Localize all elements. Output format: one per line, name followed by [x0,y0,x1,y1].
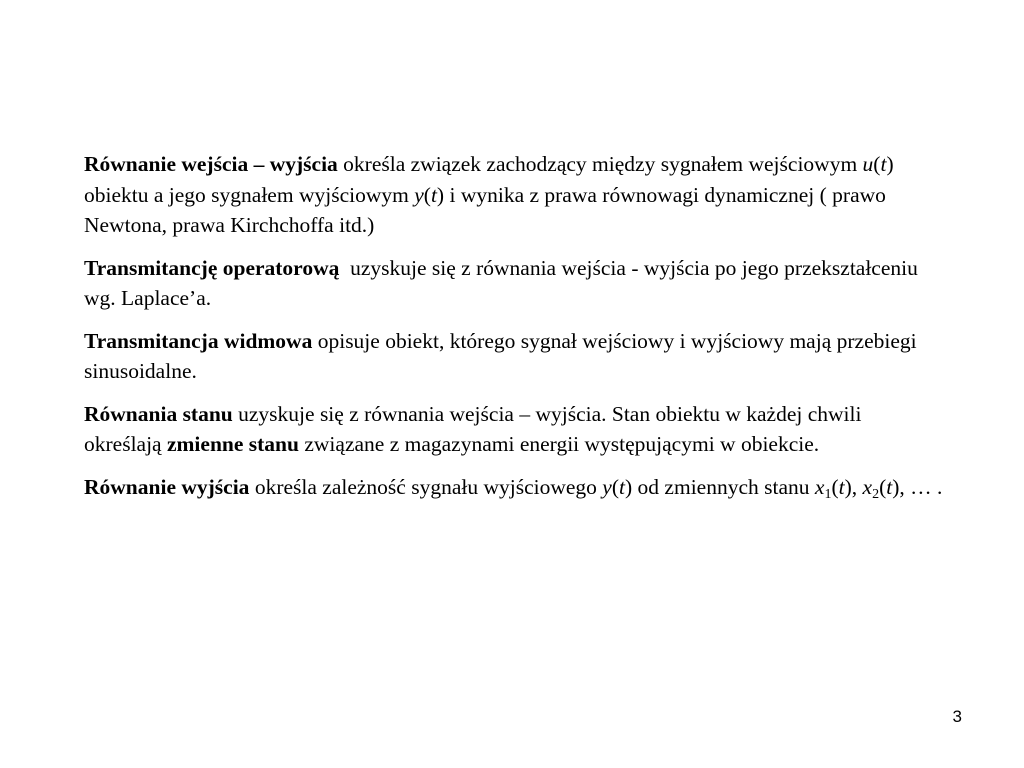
term-output-equation: Równanie wyjścia [84,474,250,499]
math-var: u [862,152,874,176]
text: określa związek zachodzący między sygnałem wejściowym [337,152,863,176]
paren: ), [844,474,863,499]
math-var: y [602,474,612,499]
paren: ( [831,474,839,499]
term-state-variables: zmienne stanu [166,432,299,456]
text: od zmiennych stanu [632,474,815,499]
math-var: t [880,152,887,176]
text: opisuje obiekt, którego sygnał wejściowy i wyjściowy mają przebiegi sinusoidalne. [84,328,917,383]
term-operator-transmittance: Transmitancję operatorową [84,255,340,280]
text: uzyskuje się z równania wejścia - wyjścia po jego przekształceniu wg. Laplace’a. [84,255,924,310]
paren: ( [879,474,887,499]
text: związane z magazynami energii występującymi w obiekcie. [298,432,820,456]
text: i wynika z prawa równowagi dynamicznej ( prawo Newtona, prawa Kirchchoffa itd.) [84,182,886,237]
subscript: 1 [824,486,832,502]
term-state-equations: Równania stanu [84,401,233,426]
paren: ( [611,474,620,499]
math-var: t [838,474,845,499]
paren: ), … . [892,474,943,499]
math-var: x [862,474,873,499]
paragraph-input-output-equation [84,149,944,241]
term-spectral-transmittance: Transmitancja widmowa [84,328,313,353]
text: uzyskuje się z równania wejścia – wyjścia. Stan obiektu w każdej chwili określają [84,401,862,456]
paren: ( [873,152,881,176]
math-var: t [619,474,625,499]
paren: ) [436,182,445,207]
math-var: t [430,182,437,207]
paragraph-spectral-transmittance [84,326,944,387]
term-input-output-equation: Równanie wejścia – wyjścia [84,152,338,176]
math-var: t [886,474,893,499]
paragraph-state-equations [84,399,944,460]
paren: ) [625,474,633,499]
paren: ( [423,182,431,207]
math-var: x [814,474,825,499]
text: określa zależność sygnału wyjściowego [249,474,603,499]
paragraph-output-equation [84,472,944,503]
subscript: 2 [872,486,880,502]
text: obiektu a jego sygnałem wyjściowym [84,182,415,207]
slide-content [84,149,944,514]
paren: ) [886,152,894,176]
paragraph-operator-transmittance [84,253,944,314]
math-var: y [414,182,424,207]
slide-number: 3 [952,707,962,726]
